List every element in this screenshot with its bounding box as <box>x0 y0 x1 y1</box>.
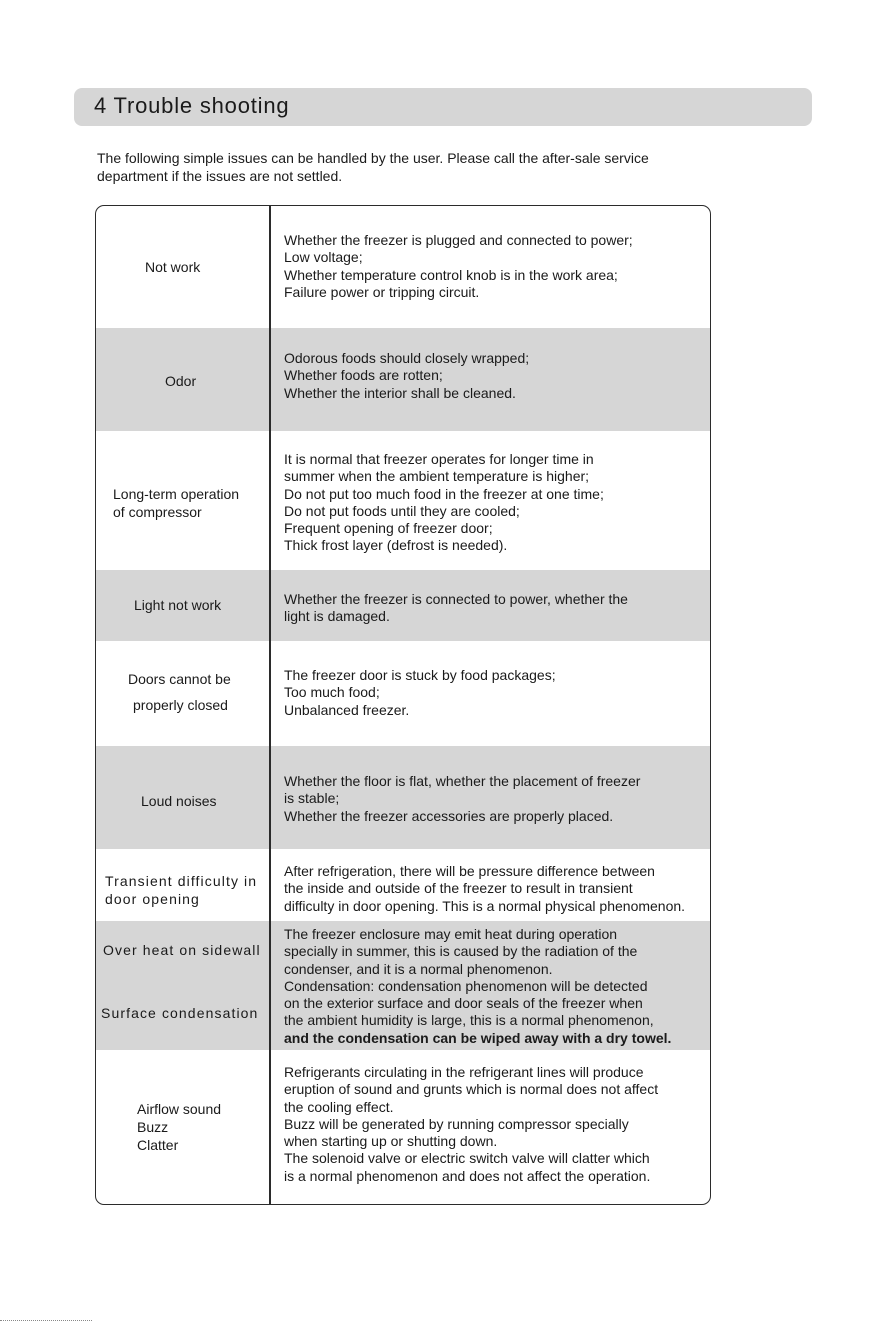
solution-line: The freezer door is stuck by food packages; <box>284 667 556 683</box>
solution-line: Low voltage; <box>284 249 363 266</box>
solution-line: Thick frost layer (defrost is needed). <box>284 537 508 554</box>
problem-label-line: Doors cannot be <box>128 671 231 687</box>
solution-line: Whether foods are rotten; <box>284 367 443 384</box>
solution-line: the ambient humidity is large, this is a normal phenomenon, <box>284 1012 654 1029</box>
solution-line: Do not put too much food in the freezer at one time; <box>284 485 604 502</box>
problem-label-line: Odor <box>165 373 197 389</box>
solution-text <box>284 1064 658 1185</box>
solution-line: difficulty in door opening. This is a normal physical phenomenon. <box>284 897 686 914</box>
problem-label <box>128 666 231 718</box>
table-row-odor <box>96 328 710 431</box>
problem-label <box>165 372 196 390</box>
solution-text <box>284 667 556 719</box>
solution-line: Buzz will be generated by running compressor specially <box>284 1115 629 1132</box>
table-row-light-not-work <box>96 570 710 641</box>
section-heading-bar <box>74 88 812 126</box>
problem-label-line: Loud noises <box>141 793 217 809</box>
page-edge-mark <box>0 1320 92 1321</box>
solution-line: and the condensation can be wiped away with a dry towel. <box>284 1029 672 1046</box>
solution-line: is a normal phenomenon and does not affect the operation. <box>284 1167 651 1184</box>
solution-line: condenser, and it is a normal phenomenon. <box>284 960 553 977</box>
solution-line: the cooling effect. <box>284 1098 394 1115</box>
solution-text <box>284 926 671 1047</box>
solution-line: Failure power or tripping circuit. <box>284 283 480 300</box>
problem-label-line: Airflow sound <box>137 1101 222 1117</box>
problem-label-line: Over heat on sidewall <box>103 942 261 958</box>
solution-line: Odorous foods should closely wrapped; <box>284 350 530 366</box>
solution-text <box>284 863 685 915</box>
problem-label <box>137 1100 221 1154</box>
troubleshooting-table <box>95 205 711 1205</box>
table-row-long-term-operation <box>96 431 710 570</box>
table-row-transient-difficulty <box>96 849 710 921</box>
table-row-loud-noises <box>96 746 710 849</box>
solution-line: Do not put foods until they are cooled; <box>284 502 520 519</box>
problem-label-line: Buzz <box>137 1119 169 1135</box>
solution-line: Whether temperature control knob is in the work area; <box>284 266 618 283</box>
solution-line: Frequent opening of freezer door; <box>284 520 493 537</box>
solution-line: Whether the floor is flat, whether the placement of freezer <box>284 773 641 789</box>
solution-line: Whether the interior shall be cleaned. <box>284 384 516 401</box>
problem-label-line: door opening <box>105 891 200 907</box>
solution-line: eruption of sound and grunts which is normal does not affect <box>284 1081 659 1098</box>
solution-line: It is normal that freezer operates for longer time in <box>284 451 594 467</box>
problem-label-line: of compressor <box>113 504 202 520</box>
solution-line: The solenoid valve or electric switch valve will clatter which <box>284 1150 650 1167</box>
intro-paragraph <box>97 149 737 185</box>
solution-line: is stable; <box>284 790 340 807</box>
solution-line: Whether the freezer is plugged and connected to power; <box>284 232 633 248</box>
solution-text <box>284 232 633 301</box>
intro-line: department if the issues are not settled. <box>97 168 343 184</box>
problem-label <box>113 485 239 521</box>
problem-label <box>134 596 221 614</box>
solution-text <box>284 773 640 825</box>
solution-line: light is damaged. <box>284 608 390 625</box>
solution-line: Condensation: condensation phenomenon will be detected <box>284 977 648 994</box>
solution-line: on the exterior surface and door seals of the freezer when <box>284 995 643 1012</box>
problem-label <box>141 792 217 810</box>
section-title: 4 Trouble shooting <box>94 93 290 118</box>
table-row-heat-condensation <box>96 921 710 1050</box>
table-row-not-work <box>96 206 710 328</box>
problem-label <box>145 258 200 276</box>
problem-label-line: properly closed <box>133 697 228 713</box>
problem-label-line: Surface condensation <box>101 1005 259 1021</box>
problem-label-line: Not work <box>145 259 201 275</box>
solution-line: when starting up or shutting down. <box>284 1133 498 1150</box>
problem-label-line: Long-term operation <box>113 486 240 502</box>
table-row-doors-cannot-close <box>96 641 710 746</box>
solution-line: specially in summer, this is caused by the radiation of the <box>284 943 638 960</box>
solution-line: summer when the ambient temperature is higher; <box>284 468 590 485</box>
problem-label-line: Light not work <box>134 597 222 613</box>
solution-line: the inside and outside of the freezer to result in transient <box>284 880 633 897</box>
solution-line: Whether the freezer is connected to power, whether the <box>284 591 628 607</box>
solution-line: Unbalanced freezer. <box>284 701 410 718</box>
solution-text <box>284 591 628 626</box>
intro-line: The following simple issues can be handled by the user. Please call the after-sale service <box>97 150 649 166</box>
solution-line: After refrigeration, there will be pressure difference between <box>284 863 655 879</box>
solution-text <box>284 451 604 555</box>
problem-label <box>101 1004 258 1022</box>
solution-line: Too much food; <box>284 684 380 701</box>
solution-line: Refrigerants circulating in the refrigerant lines will produce <box>284 1064 644 1080</box>
column-divider <box>269 206 271 1204</box>
problem-label <box>103 941 261 959</box>
problem-label <box>105 872 257 908</box>
solution-line: The freezer enclosure may emit heat during operation <box>284 926 618 942</box>
problem-label-line: Clatter <box>137 1137 179 1153</box>
problem-label-line: Transient difficulty in <box>105 873 258 889</box>
solution-line: Whether the freezer accessories are properly placed. <box>284 807 614 824</box>
solution-text <box>284 350 529 402</box>
table-row-airflow-sound <box>96 1050 710 1204</box>
